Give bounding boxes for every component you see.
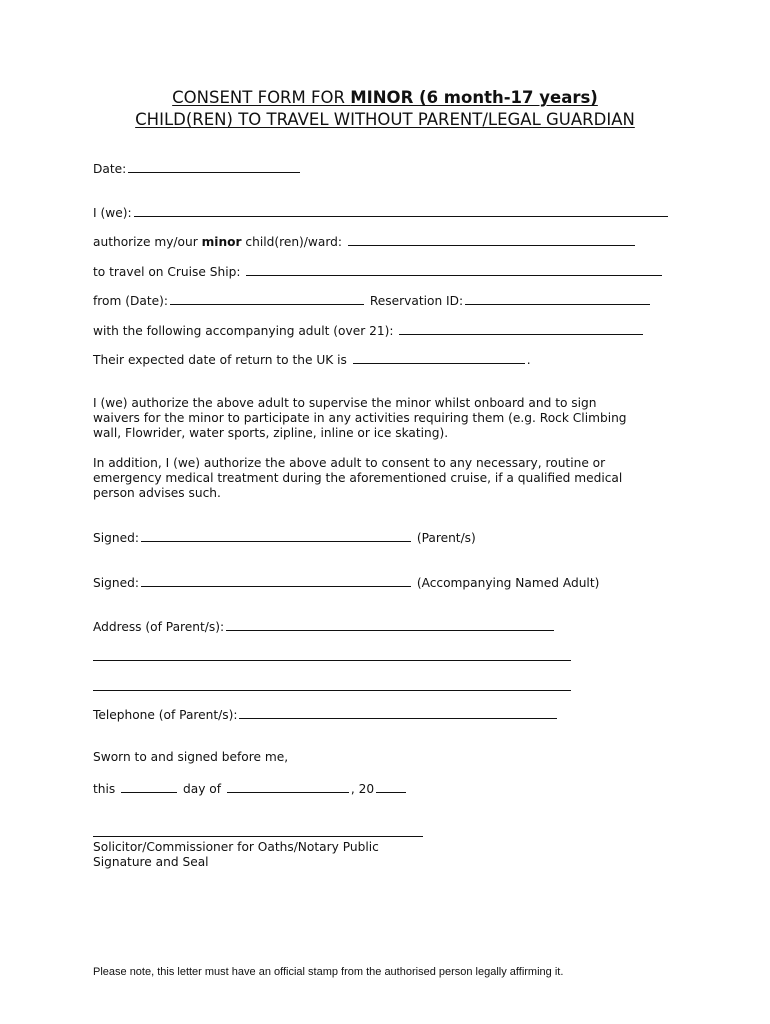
telephone-field[interactable] [239,706,557,719]
adult-suffix: (Accompanying Named Adult) [416,576,600,590]
address-line-2[interactable] [93,660,571,661]
authorize-row [93,233,637,250]
date-row [93,160,302,177]
reservation-field[interactable] [465,292,650,305]
ship-field[interactable] [246,263,662,276]
adult-field[interactable] [399,322,643,335]
parent-suffix: (Parent/s) [416,531,476,545]
solicitor-signature-line[interactable] [93,836,423,837]
paragraph-line: In addition, I (we) authorize the above adult to consent to any necessary, routine or [93,456,606,470]
day-of-label: day of [183,782,222,796]
we-label: I (we): [93,206,132,220]
this-label: this [93,782,116,796]
year-prefix: , 20 [350,782,375,796]
day-field[interactable] [121,780,177,793]
parent-signature-row [93,529,476,546]
adult-signature-row [93,574,599,591]
telephone-row [93,706,559,723]
authorize-prefix: authorize my/our [93,235,202,249]
we-row [93,204,670,221]
reservation-label: Reservation ID: [369,294,464,308]
solicitor-line-2: Signature and Seal [93,855,209,869]
paragraph-line: wall, Flowrider, water sports, zipline, inline or ice skating). [93,426,449,440]
adult-signature-field[interactable] [141,574,411,587]
month-field[interactable] [227,780,349,793]
title-prefix: CONSENT FORM FOR [172,88,351,107]
ship-label: to travel on Cruise Ship: [93,265,241,279]
from-date-field[interactable] [170,292,364,305]
address-label: Address (of Parent/s): [93,620,225,634]
telephone-label: Telephone (of Parent/s): [93,708,238,722]
from-label: from (Date): [93,294,168,308]
from-row [93,292,652,309]
form-title-line-2: CHILD(REN) TO TRAVEL WITHOUT PARENT/LEGAL GUARDIAN [135,110,635,129]
adult-label: with the following accompanying adult (over 21): [93,324,394,338]
ship-row [93,263,664,280]
paragraph-line: I (we) authorize the above adult to supervise the minor whilst onboard and to sign [93,396,597,410]
authorize-suffix: child(ren)/ward: [241,235,342,249]
we-field[interactable] [134,204,668,217]
parent-signature-field[interactable] [141,529,411,542]
solicitor-line-1: Solicitor/Commissioner for Oaths/Notary Public [93,840,379,854]
return-end: . [526,353,531,367]
form-title-line-1 [0,88,770,107]
return-row [93,351,531,368]
date-label: Date: [93,162,127,176]
supervision-paragraph [93,396,683,441]
paragraph-line: waivers for the minor to participate in any activities requiring them (e.g. Rock Climbing [93,411,627,425]
footer-note: Please note, this letter must have an official stamp from the authorised person legally affirming it. [93,966,564,978]
return-label: Their expected date of return to the UK is [93,353,347,367]
signed-label: Signed: [93,531,139,545]
paragraph-line: person advises such. [93,486,221,500]
address-row [93,618,556,635]
year-field[interactable] [376,780,406,793]
address-field[interactable] [226,618,554,631]
medical-paragraph [93,456,683,501]
address-line-3[interactable] [93,690,571,691]
date-field[interactable] [128,160,300,173]
date-sworn-row [93,780,408,797]
return-date-field[interactable] [353,351,525,364]
sworn-text: Sworn to and signed before me, [93,750,289,764]
solicitor-caption [93,840,683,870]
paragraph-line: emergency medical treatment during the aforementioned cruise, if a qualified medical [93,471,623,485]
authorize-bold: minor [201,235,242,249]
signed-label: Signed: [93,576,139,590]
title-bold: MINOR (6 month-17 years) [350,88,598,107]
child-field[interactable] [348,233,635,246]
adult-row [93,322,645,339]
